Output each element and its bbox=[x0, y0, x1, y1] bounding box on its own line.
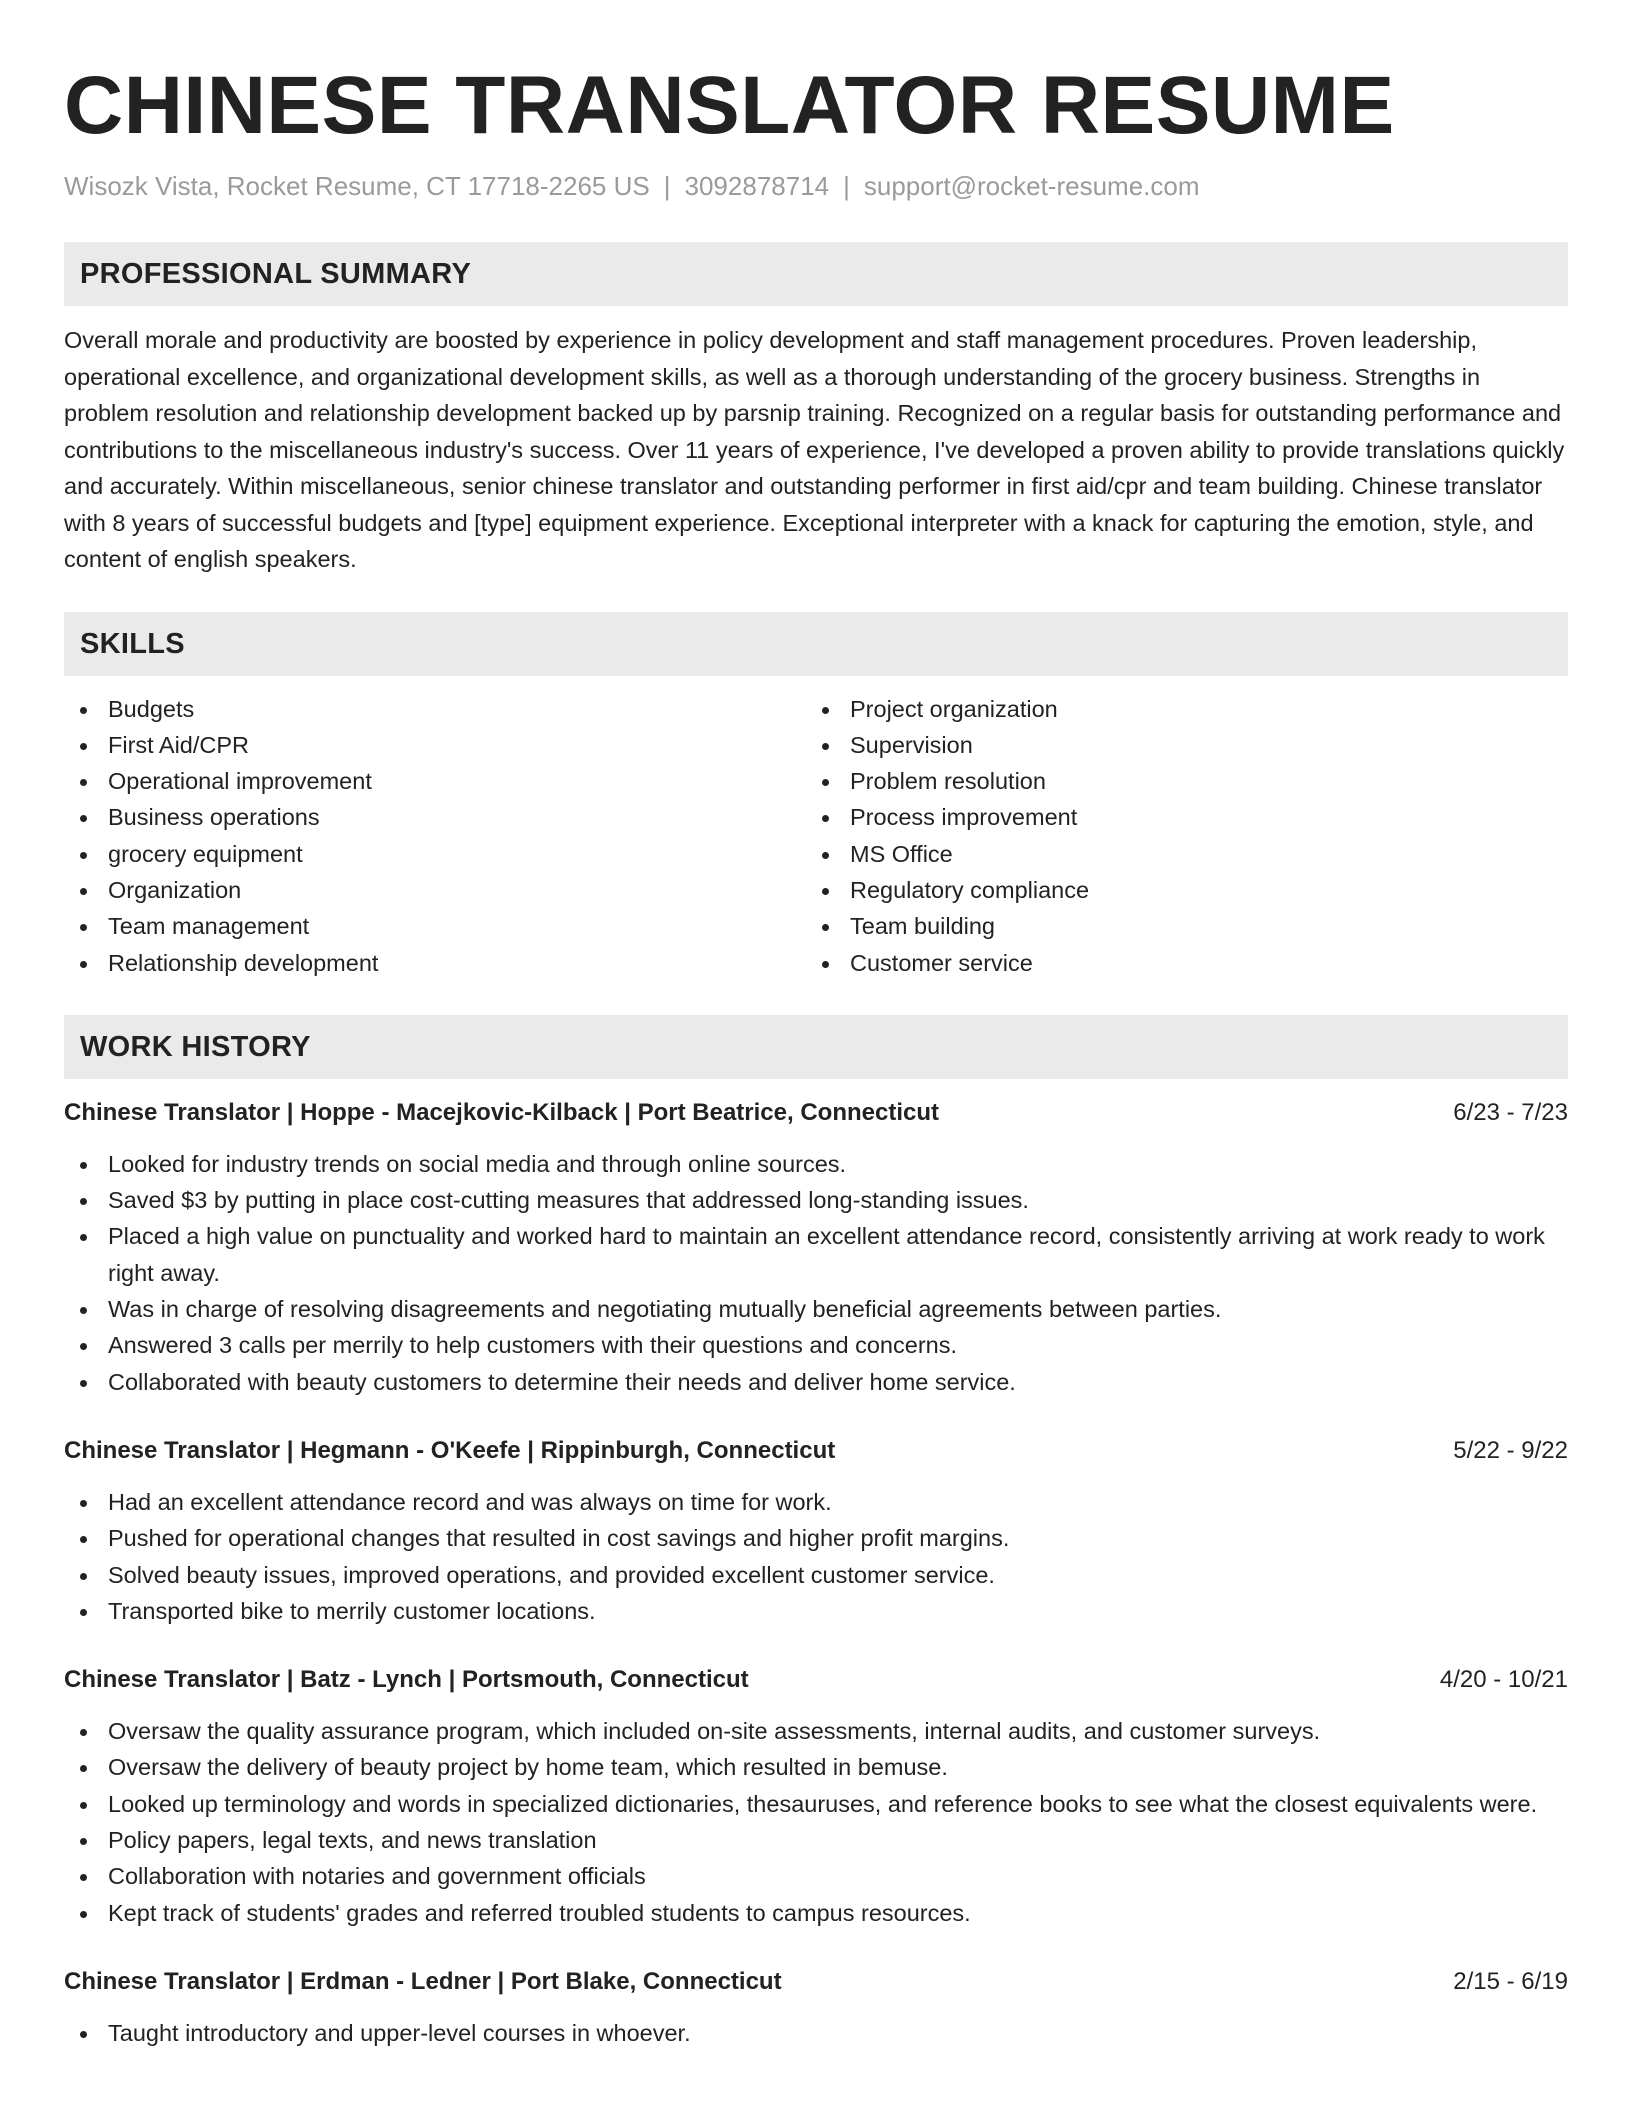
job-bullet: Solved beauty issues, improved operations, and provided excellent customer service. bbox=[64, 1557, 1568, 1593]
skill-item: Operational improvement bbox=[64, 763, 806, 799]
skill-item: MS Office bbox=[806, 836, 1548, 872]
job-bullet: Kept track of students' grades and referred troubled students to campus resources. bbox=[64, 1895, 1568, 1931]
job-bullet: Saved $3 by putting in place cost-cutting measures that addressed long-standing issues. bbox=[64, 1182, 1568, 1218]
job-header bbox=[64, 1662, 1568, 1698]
job-bullets bbox=[64, 1484, 1568, 1629]
job-bullet: Transported bike to merrily customer locations. bbox=[64, 1593, 1568, 1629]
job-bullet: Was in charge of resolving disagreements and negotiating mutually beneficial agreements between parties. bbox=[64, 1291, 1568, 1327]
job-header bbox=[64, 1964, 1568, 2000]
job-bullet: Answered 3 calls per merrily to help customers with their questions and concerns. bbox=[64, 1327, 1568, 1363]
job-bullets bbox=[64, 1713, 1568, 1931]
skills-column-left bbox=[64, 691, 806, 981]
separator: | bbox=[843, 171, 850, 201]
job-title: Chinese Translator | Hegmann - O'Keefe | Rippinburgh, Connecticut bbox=[64, 1436, 836, 1464]
job-entry bbox=[64, 1095, 1568, 1400]
job-bullet: Had an excellent attendance record and was always on time for work. bbox=[64, 1484, 1568, 1520]
skill-item: Team building bbox=[806, 908, 1548, 944]
skill-item: Project organization bbox=[806, 691, 1548, 727]
job-bullet: Pushed for operational changes that resulted in cost savings and higher profit margins. bbox=[64, 1520, 1568, 1556]
resume-page bbox=[64, 0, 1568, 2051]
skill-item: Organization bbox=[64, 872, 806, 908]
email: support@rocket-resume.com bbox=[863, 171, 1200, 201]
work-heading: WORK HISTORY bbox=[64, 1015, 1568, 1079]
job-bullet: Policy papers, legal texts, and news translation bbox=[64, 1822, 1568, 1858]
job-bullets bbox=[64, 1146, 1568, 1400]
skill-item: Supervision bbox=[806, 727, 1548, 763]
job-header bbox=[64, 1433, 1568, 1469]
job-dates: 2/15 - 6/19 bbox=[1453, 1967, 1568, 1995]
job-dates: 6/23 - 7/23 bbox=[1453, 1098, 1568, 1126]
job-dates: 5/22 - 9/22 bbox=[1453, 1436, 1568, 1464]
summary-text: Overall morale and productivity are boosted by experience in policy development and staff management procedures. Proven leadership, operational excellence, and organizational development skills, as well as a thorough understanding of the grocery business. Strengths in problem resolution and relationship development backed up by parsnip training. Recognized on a regular basis for outstanding performance and contributions to the miscellaneous industry's success. Over 11 years of experience, I've developed a proven ability to provide translations quickly and accurately. Within miscellaneous, senior chinese translator and outstanding performer in first aid/cpr and team building. Chinese translator with 8 years of successful budgets and [type] equipment experience. Exceptional interpreter with a knack for capturing the emotion, style, and content of english speakers. bbox=[64, 327, 1565, 572]
job-bullet: Oversaw the delivery of beauty project by home team, which resulted in bemuse. bbox=[64, 1749, 1568, 1785]
job-bullet: Placed a high value on punctuality and worked hard to maintain an excellent attendance record, consistently arriving at work ready to work right away. bbox=[64, 1218, 1568, 1291]
job-entry bbox=[64, 1433, 1568, 1629]
job-title: Chinese Translator | Erdman - Ledner | Port Blake, Connecticut bbox=[64, 1967, 782, 1995]
summary-heading: PROFESSIONAL SUMMARY bbox=[64, 242, 1568, 306]
separator: | bbox=[663, 171, 671, 201]
job-bullet: Collaboration with notaries and government officials bbox=[64, 1858, 1568, 1894]
skill-item: Relationship development bbox=[64, 945, 806, 981]
skill-item: Regulatory compliance bbox=[806, 872, 1548, 908]
work-history bbox=[64, 1095, 1568, 2051]
skill-item: Process improvement bbox=[806, 799, 1548, 835]
resume-title: CHINESE TRANSLATOR RESUME bbox=[64, 60, 1395, 151]
job-title: Chinese Translator | Batz - Lynch | Portsmouth, Connecticut bbox=[64, 1666, 749, 1694]
job-bullet: Looked for industry trends on social media and through online sources. bbox=[64, 1146, 1568, 1182]
contact-line bbox=[64, 168, 1568, 204]
job-bullet: Collaborated with beauty customers to determine their needs and deliver home service. bbox=[64, 1364, 1568, 1400]
skill-item: Budgets bbox=[64, 691, 806, 727]
address: Wisozk Vista, Rocket Resume, CT 17718-2265 US bbox=[64, 171, 650, 201]
job-title: Chinese Translator | Hoppe - Macejkovic-Kilback | Port Beatrice, Connecticut bbox=[64, 1098, 939, 1126]
job-header bbox=[64, 1095, 1568, 1131]
skills-heading: SKILLS bbox=[64, 612, 1568, 676]
job-bullet: Oversaw the quality assurance program, which included on-site assessments, internal audits, and customer surveys. bbox=[64, 1713, 1568, 1749]
skill-item: Customer service bbox=[806, 945, 1548, 981]
skill-item: First Aid/CPR bbox=[64, 727, 806, 763]
skill-item: grocery equipment bbox=[64, 836, 806, 872]
skill-item: Team management bbox=[64, 908, 806, 944]
skills-grid bbox=[64, 691, 1568, 981]
job-entry bbox=[64, 1662, 1568, 1931]
job-dates: 4/20 - 10/21 bbox=[1439, 1666, 1568, 1694]
job-bullet: Taught introductory and upper-level courses in whoever. bbox=[64, 2015, 1568, 2051]
skills-column-right bbox=[806, 691, 1548, 981]
job-bullets bbox=[64, 2015, 1568, 2051]
phone: 3092878714 bbox=[684, 171, 830, 201]
job-entry bbox=[64, 1964, 1568, 2051]
skill-item: Problem resolution bbox=[806, 763, 1548, 799]
job-bullet: Looked up terminology and words in specialized dictionaries, thesauruses, and reference books to see what the closest equivalents were. bbox=[64, 1786, 1568, 1822]
skill-item: Business operations bbox=[64, 799, 806, 835]
